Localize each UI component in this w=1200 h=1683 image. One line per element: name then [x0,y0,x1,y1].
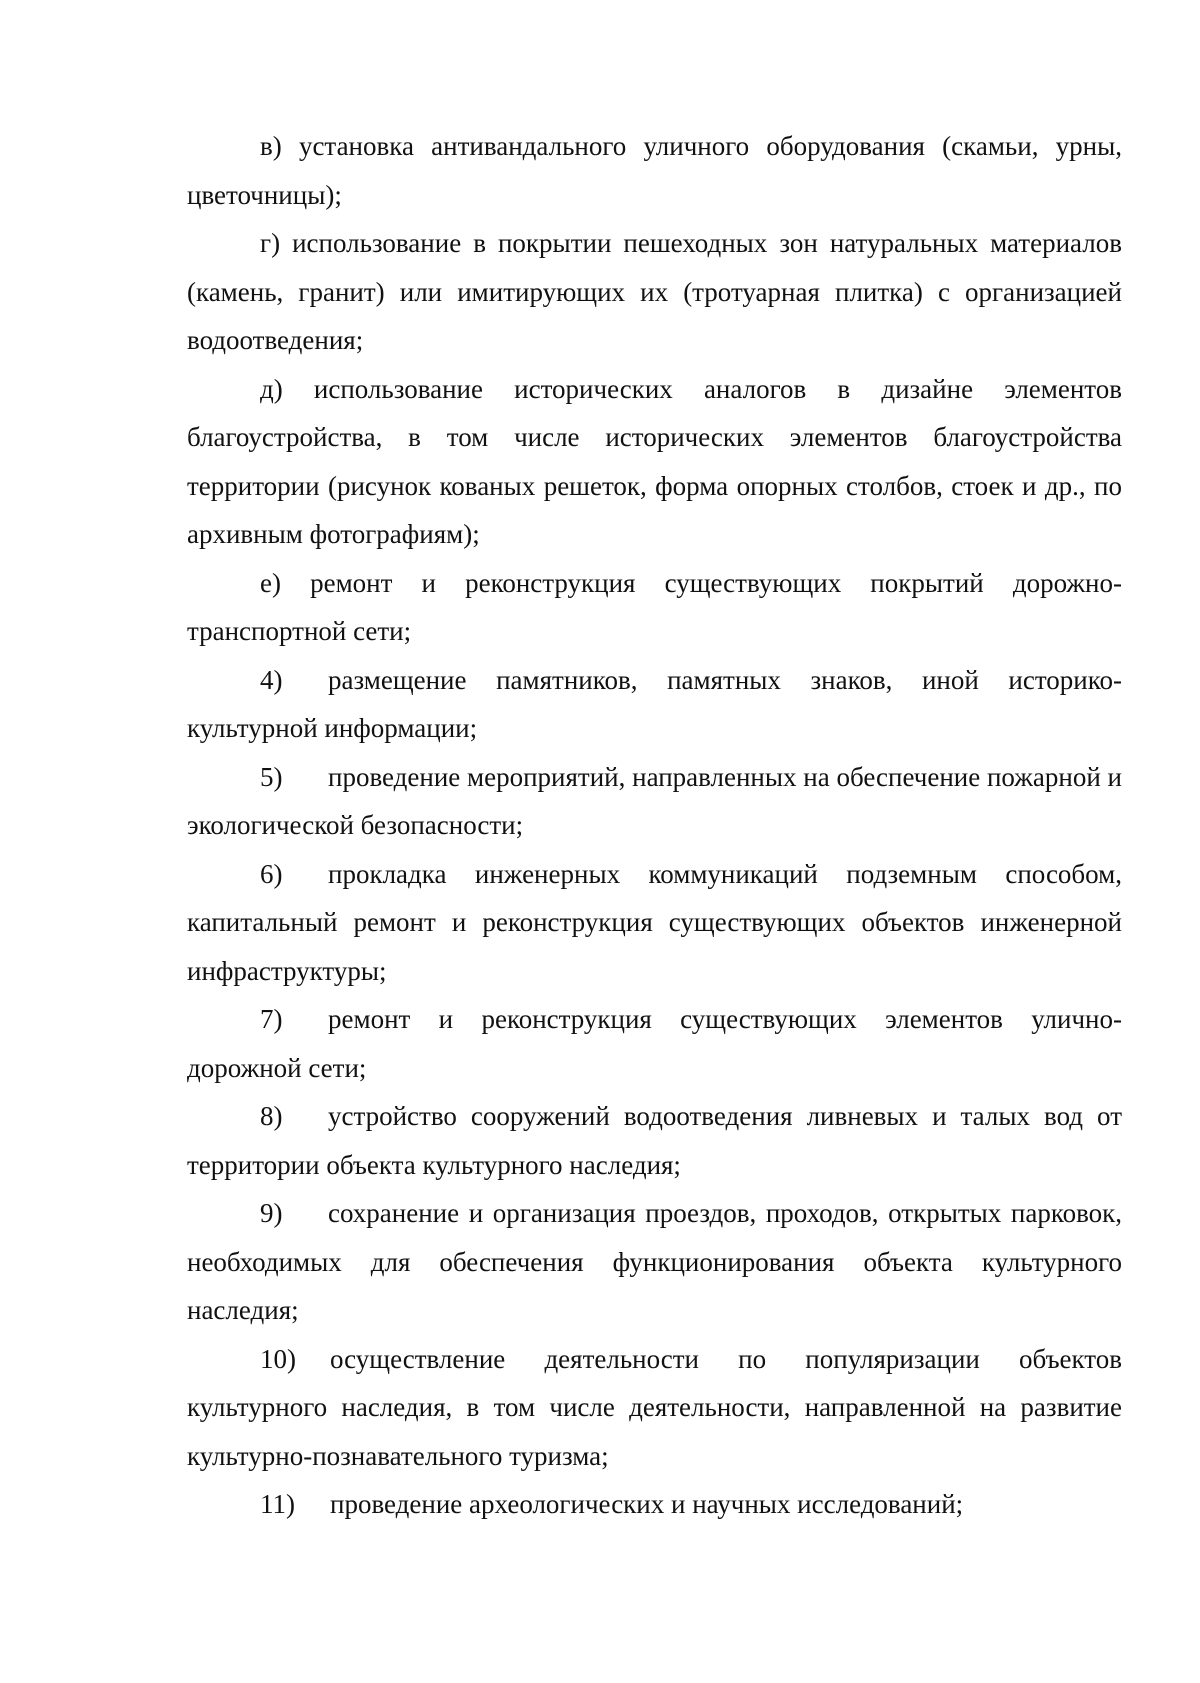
list-item-marker: 5) [260,761,283,792]
list-item-marker: 10) [260,1343,296,1374]
list-item-marker: 9) [260,1198,283,1228]
list-item-text: размещение памятников, памятных знаков, иной историко-культурной информации; [187,664,1122,743]
paragraph-v: в) установка антивандального уличного оборудования (скамьи, урны, цветочницы); [187,131,1122,210]
list-item-9 [187,1189,1122,1335]
list-item-text: проведение археологических и научных исследований; [330,1489,964,1519]
list-item-marker: 6) [260,858,283,889]
document-body [187,122,1122,1529]
list-item-text: проведение мероприятий, направленных на обеспечение пожарной и экологической безопасности; [187,761,1122,840]
paragraph-e: е) ремонт и реконструкция существующих покрытий дорожно-транспортной сети; [187,567,1122,646]
paragraph-g: г) использование в покрытии пешеходных зон натуральных материалов (камень, гранит) или имитирующих их (тротуарная плитка) с организацией водоотведения; [187,228,1122,355]
paragraph-d: д) использование исторических аналогов в дизайне элементов благоустройства, в том числе исторических элементов благоустройства территории (рисунок кованых решеток, форма опорных столбов, стоек и др., по архивным фотографиям); [187,373,1122,549]
list-item-marker: 11) [260,1489,295,1519]
list-item-text: осуществление деятельности по популяризации объектов культурного наследия, в том числе деятельности, направленной на развитие культурно-познавательного туризма; [187,1343,1122,1471]
list-item-11 [187,1480,1122,1529]
list-item-7 [187,995,1122,1092]
list-item-text: ремонт и реконструкция существующих элементов улично-дорожной сети; [187,1004,1122,1083]
list-item-6 [187,850,1122,996]
list-item-4 [187,656,1122,753]
list-item-10 [187,1335,1122,1481]
list-item-text: сохранение и организация проездов, проходов, открытых парковок, необходимых для обеспечения функционирования объекта культурного наследия; [187,1198,1122,1325]
list-item-marker: 8) [260,1101,283,1131]
list-item-marker: 4) [260,664,283,695]
list-item-text: устройство сооружений водоотведения ливневых и талых вод от территории объекта культурного наследия; [187,1101,1122,1180]
list-item-marker: 7) [260,1004,283,1034]
list-item-5 [187,753,1122,850]
list-item-text: прокладка инженерных коммуникаций подземным способом, капитальный ремонт и реконструкция существующих объектов инженерной инфраструктуры; [187,858,1122,986]
list-item-8 [187,1092,1122,1189]
